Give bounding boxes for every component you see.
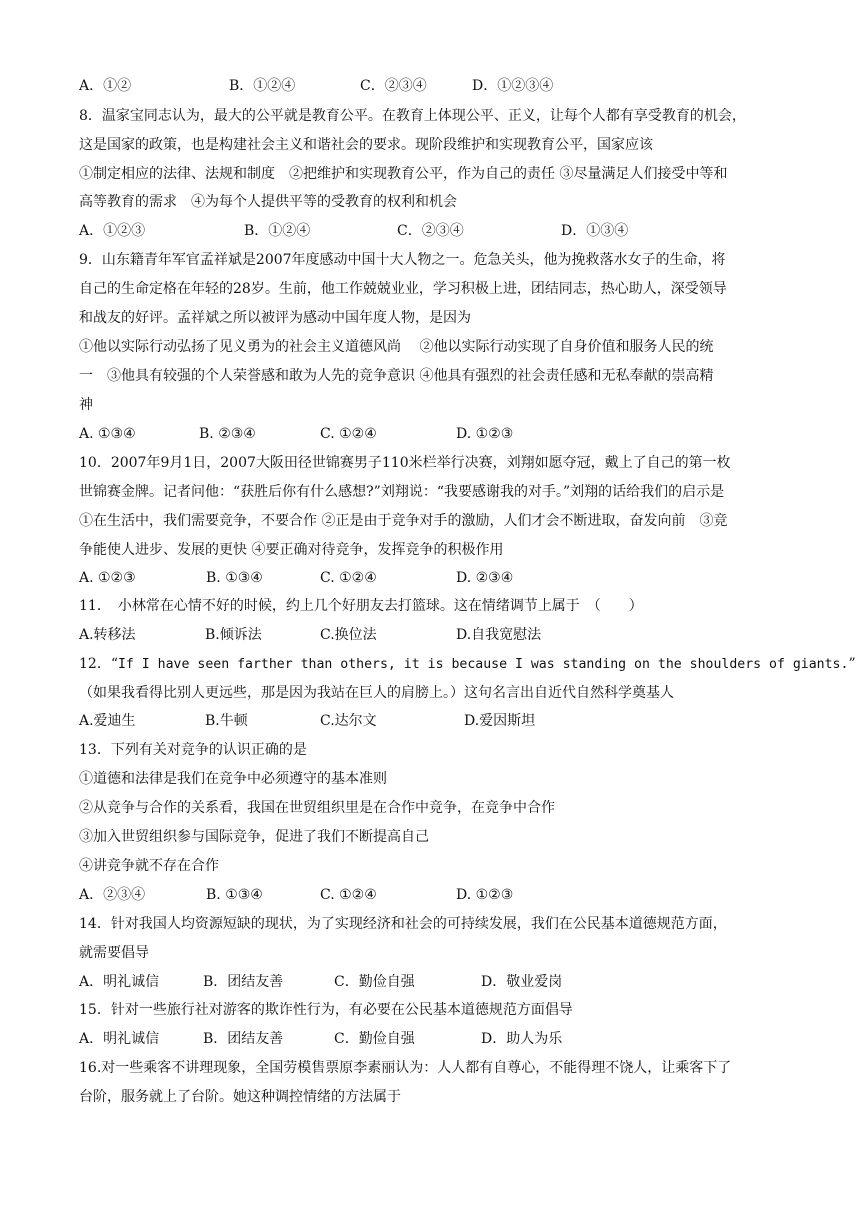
q14-line-1: 14．针对我国人均资源短缺的现状，为了实现经济和社会的可持续发展，我们在公民基本道德规范方面， [79, 916, 727, 932]
q10-line-4: 争能使人进步、发展的更快 ④要正确对待竞争，发挥竞争的积极作用 [79, 542, 504, 558]
q13-line-3: ②从竞争与合作的关系看，我国在世贸组织里是在合作中竞争，在竞争中合作 [79, 800, 555, 816]
q12-line-1-suffix: ” [848, 656, 856, 672]
q10-line-1: 10．2007年9月1日，2007大阪田径世锦赛男子110米栏举行决赛，刘翔如愿夺冠，戴上了自己的第一枚 [79, 455, 731, 471]
q12-option-d: D.爱因斯坦 [464, 713, 536, 729]
q11-option-d: D.自我宽慰法 [456, 627, 542, 643]
q14-option-a: A．明礼诚信 [79, 974, 160, 990]
q12-option-c: C.达尔文 [320, 713, 377, 729]
q13-option-c: C. ①②④ [320, 887, 377, 903]
q11-option-c: C.换位法 [320, 627, 377, 643]
q9-line-5: 一 ③他具有较强的个人荣誉感和敢为人先的竞争意识 ④他具有强烈的社会责任感和无私奉献的崇高精 [79, 368, 714, 384]
q15-option-c: C．勤俭自强 [334, 1031, 415, 1047]
q10-option-d: D. ②③④ [456, 570, 514, 586]
q7-option-c: C．②③④ [360, 78, 427, 94]
q8-option-b: B．①②④ [244, 223, 311, 239]
q9-line-1: 9．山东籍青年军官孟祥斌是2007年度感动中国十大人物之一。危急关头，他为挽救落水女子的生命，将 [79, 252, 726, 268]
q10-option-a: A. ①②③ [79, 570, 136, 586]
q7-option-a: A．①② [79, 78, 132, 94]
q10-option-b: B. ①③④ [206, 570, 263, 586]
q15-line-1: 15．针对一些旅行社对游客的欺诈性行为，有必要在公民基本道德规范方面倡导 [79, 1002, 573, 1018]
q15-option-d: D．助人为乐 [481, 1031, 563, 1047]
q8-line-1: 8．温家宝同志认为，最大的公平就是教育公平。在教育上体现公平、正义，让每个人都有享受教育的机会， [79, 108, 746, 124]
q10-line-3: ①在生活中，我们需要竞争，不要合作 ②正是由于竞争对手的激励，人们才会不断进取，奋发向前 ③竞 [79, 513, 728, 529]
q9-line-4: ①他以实际行动弘扬了见义勇为的社会主义道德风尚 ②他以实际行动实现了自身价值和服务人民的统 [79, 339, 714, 355]
q11-option-a: A.转移法 [79, 627, 136, 643]
q7-option-b: B．①②④ [229, 78, 296, 94]
q13-line-5: ④讲竞争就不存在合作 [79, 858, 219, 874]
q10-option-c: C. ①②④ [320, 570, 377, 586]
q13-option-d: D. ①②③ [456, 887, 514, 903]
q13-option-a: A．②③④ [79, 887, 146, 903]
q12-option-b: B.牛顿 [205, 713, 248, 729]
q12-line-2: （如果我看得比别人更远些，那是因为我站在巨人的肩膀上。）这句名言出自近代自然科学奠基人 [79, 685, 674, 701]
q15-option-b: B．团结友善 [203, 1031, 284, 1047]
q13-line-2: ①道德和法律是我们在竞争中必须遵守的基本准则 [79, 771, 387, 787]
q9-line-6: 神 [79, 397, 93, 413]
q10-line-2: 世锦赛金牌。记者问他：“获胜后你有什么感想?”刘翔说：“我要感谢我的对手。”刘翔的话给我们的启示是 [79, 484, 725, 500]
q15-option-a: A．明礼诚信 [79, 1031, 160, 1047]
q9-line-2: 自己的生命定格在年轻的28岁。生前，他工作兢兢业业，学习积极上进，团结同志，热心助人，深受领导 [79, 281, 727, 297]
q14-option-b: B．团结友善 [203, 974, 284, 990]
q8-line-2: 这是国家的政策，也是构建社会主义和谐社会的要求。现阶段维护和实现教育公平，国家应该 [79, 137, 653, 153]
q9-option-c: C. ①②④ [320, 426, 377, 442]
q8-line-3: ①制定相应的法律、法规和制度 ②把维护和实现教育公平，作为自己的责任 ③尽量满足人们接受中等和 [79, 166, 728, 182]
q8-option-c: C．②③④ [397, 223, 464, 239]
q12-line-1 [79, 654, 856, 674]
q9-option-d: D. ①②③ [456, 426, 514, 442]
q16-line-1: 16.对一些乘客不讲理现象，全国劳模售票原李素丽认为：人人都有自尊心，不能得理不饶人，让乘客下了 [79, 1060, 732, 1076]
q11-option-b: B.倾诉法 [205, 627, 262, 643]
q13-option-b: B. ①③④ [206, 887, 263, 903]
q12-line-1-prefix: 12．“ [79, 656, 118, 672]
q16-line-2: 台阶，服务就上了台阶。她这种调控情绪的方法属于 [79, 1089, 401, 1105]
q12-quote-english: If I have seen farther than others, it is because I was standing on the shoulders of giants. [117, 657, 849, 672]
q8-option-d: D．①③④ [561, 223, 629, 239]
q9-option-b: B. ②③④ [199, 426, 256, 442]
q13-line-4: ③加入世贸组织参与国际竞争，促进了我们不断提高自己 [79, 829, 429, 845]
q9-option-a: A. ①③④ [79, 426, 136, 442]
q8-line-4: 高等教育的需求 ④为每个人提供平等的受教育的权利和机会 [79, 194, 457, 210]
q13-line-1: 13．下列有关对竞争的认识正确的是 [79, 742, 307, 758]
q8-option-a: A．①②③ [79, 223, 146, 239]
q12-option-a: A.爱迪生 [79, 713, 136, 729]
q11-line-1: 11． 小林常在心情不好的时候，约上几个好朋友去打篮球。这在情绪调节上属于 （ ） [79, 598, 643, 614]
q9-line-3: 和战友的好评。孟祥斌之所以被评为感动中国年度人物，是因为 [79, 310, 471, 326]
q14-line-2: 就需要倡导 [79, 945, 149, 961]
q7-option-d: D．①②③④ [472, 78, 554, 94]
q14-option-c: C．勤俭自强 [334, 974, 415, 990]
q14-option-d: D．敬业爱岗 [481, 974, 563, 990]
